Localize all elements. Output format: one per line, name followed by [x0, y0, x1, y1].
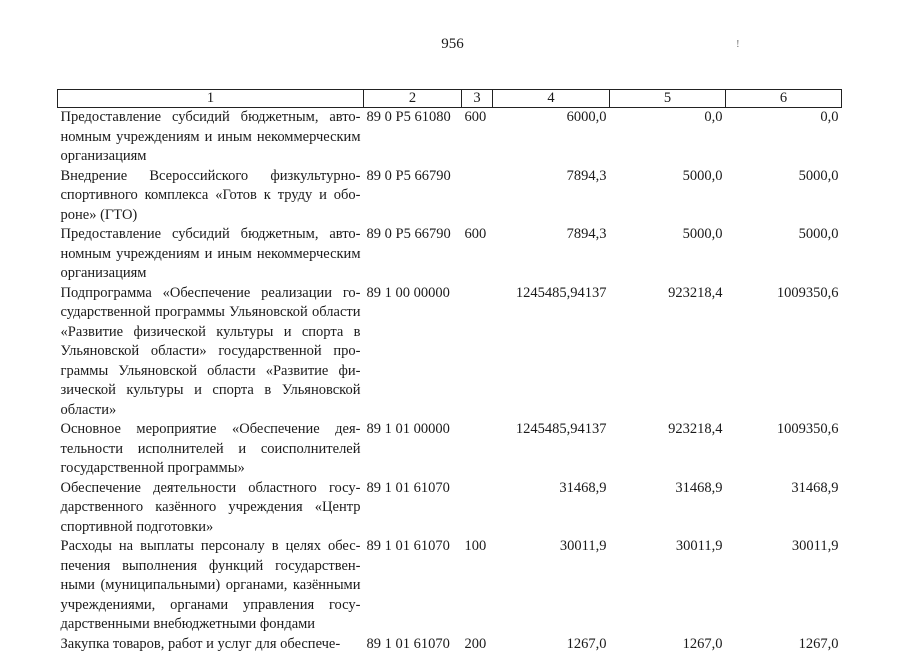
margin-mark: ! [736, 38, 740, 50]
row-code: 89 0 P5 66790 [364, 167, 462, 226]
row-value-col6: 30011,9 [726, 537, 842, 635]
row-expense-type: 100 [462, 537, 493, 635]
table-row [58, 225, 842, 284]
row-code: 89 0 P5 61080 [364, 108, 462, 167]
row-code: 89 1 01 61070 [364, 537, 462, 635]
table-row [58, 537, 842, 635]
table-row [58, 420, 842, 479]
column-header-6: 6 [726, 90, 842, 108]
row-name: Предоставление субсидий бюджетным, автономным учреждениям и иным некоммерческим организациям [58, 108, 364, 167]
row-name: Основное мероприятие «Обеспечение деятельности исполнителей и соисполнителей государственной программы» [58, 420, 364, 479]
row-value-col6: 5000,0 [726, 167, 842, 226]
row-code: 89 1 00 00000 [364, 284, 462, 421]
row-value-col5: 30011,9 [610, 537, 726, 635]
row-value-col6: 0,0 [726, 108, 842, 167]
budget-table [57, 89, 842, 654]
row-value-col4: 7894,3 [493, 167, 610, 226]
row-value-col4: 7894,3 [493, 225, 610, 284]
row-code: 89 1 01 61070 [364, 479, 462, 538]
column-header-1: 1 [58, 90, 364, 108]
row-value-col6: 31468,9 [726, 479, 842, 538]
row-value-col4: 1267,0 [493, 635, 610, 654]
row-value-col5: 31468,9 [610, 479, 726, 538]
row-value-col5: 0,0 [610, 108, 726, 167]
row-value-col4: 1245485,94137 [493, 284, 610, 421]
row-expense-type [462, 167, 493, 226]
row-value-col5: 5000,0 [610, 167, 726, 226]
row-value-col5: 1267,0 [610, 635, 726, 654]
table-row [58, 635, 842, 654]
row-expense-type: 200 [462, 635, 493, 654]
row-value-col5: 923218,4 [610, 420, 726, 479]
row-value-col6: 5000,0 [726, 225, 842, 284]
column-header-3: 3 [462, 90, 493, 108]
row-value-col4: 1245485,94137 [493, 420, 610, 479]
column-header-4: 4 [493, 90, 610, 108]
row-expense-type [462, 284, 493, 421]
row-value-col5: 923218,4 [610, 284, 726, 421]
table-row [58, 479, 842, 538]
table-header-row [58, 90, 842, 108]
row-name: Предоставление субсидий бюджетным, автономным учреждениям и иным некоммерческим организациям [58, 225, 364, 284]
table-row [58, 284, 842, 421]
table-row [58, 167, 842, 226]
row-expense-type: 600 [462, 108, 493, 167]
page-number: 956 [0, 36, 905, 53]
row-name: Закупка товаров, работ и услуг для обеспече- [58, 635, 364, 654]
row-name: Расходы на выплаты персоналу в целях обеспечения выполнения функций государственными (муниципальными) органами, казёнными учреждениями, органами управления государственными внебюджетными фондами [58, 537, 364, 635]
table-row [58, 108, 842, 167]
row-value-col4: 30011,9 [493, 537, 610, 635]
row-expense-type: 600 [462, 225, 493, 284]
row-name: Подпрограмма «Обеспечение реализации государственной программы Ульяновской области «Развитие физической культуры и спорта в Ульяновской области» государственной программы Ульяновской области «Развитие физической культуры и спорта в Ульяновской области» [58, 284, 364, 421]
row-name: Внедрение Всероссийского физкультурно-спортивного комплекса «Готов к труду и обороне» (ГТО) [58, 167, 364, 226]
row-value-col4: 31468,9 [493, 479, 610, 538]
row-expense-type [462, 420, 493, 479]
row-value-col6: 1009350,6 [726, 420, 842, 479]
row-value-col5: 5000,0 [610, 225, 726, 284]
column-header-2: 2 [364, 90, 462, 108]
row-code: 89 0 P5 66790 [364, 225, 462, 284]
row-code: 89 1 01 00000 [364, 420, 462, 479]
row-code: 89 1 01 61070 [364, 635, 462, 654]
row-value-col6: 1009350,6 [726, 284, 842, 421]
row-value-col4: 6000,0 [493, 108, 610, 167]
row-name: Обеспечение деятельности областного государственного казённого учреждения «Центр спортивной подготовки» [58, 479, 364, 538]
row-expense-type [462, 479, 493, 538]
column-header-5: 5 [610, 90, 726, 108]
row-value-col6: 1267,0 [726, 635, 842, 654]
